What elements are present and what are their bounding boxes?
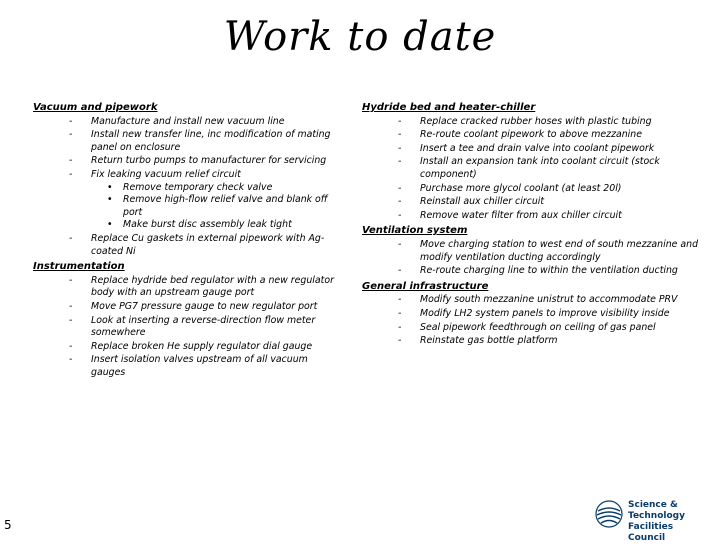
item-text: Fix leaking vacuum relief circuit — [91, 168, 241, 180]
item-text: Insert a tee and drain valve into coolant pipework — [420, 142, 655, 154]
list-item — [362, 143, 702, 156]
section-heading: General infrastructure — [362, 280, 489, 292]
bullet-dash: - — [69, 168, 73, 180]
item-text: Replace Cu gaskets in external pipework with Ag-coated Ni — [91, 232, 325, 257]
bullet-dash: - — [398, 321, 402, 333]
list-item — [33, 341, 343, 354]
list-item — [362, 196, 702, 209]
item-text: Modify LH2 system panels to improve visibility inside — [420, 307, 670, 319]
item-text: Manufacture and install new vacuum line — [91, 115, 285, 127]
page-title: Work to date — [223, 14, 497, 60]
list-item — [33, 354, 343, 379]
section-heading: Ventilation system — [362, 225, 468, 237]
bullet-dash: - — [398, 209, 402, 221]
list-item — [33, 275, 343, 300]
bullet-dash: - — [69, 129, 73, 141]
item-text: Modify south mezzanine unistrut to accommodate PRV — [420, 294, 678, 306]
item-text: Seal pipework feedthrough on ceiling of gas panel — [420, 321, 656, 333]
list-item — [33, 315, 343, 340]
logo-line-2: Facilities Council — [628, 522, 674, 543]
bullet-dash: - — [69, 314, 73, 326]
bullet-dash: - — [398, 294, 402, 306]
sub-list-item — [33, 194, 343, 219]
bullet-dash: - — [398, 265, 402, 277]
item-text: Reinstate gas bottle platform — [420, 335, 558, 347]
sub-item-text: Remove high-flow relief valve and blank off port — [123, 194, 328, 218]
bullet-list — [362, 294, 702, 347]
bullet-dash: - — [69, 354, 73, 366]
bullet-dash: - — [398, 115, 402, 127]
stfc-logo — [594, 497, 706, 543]
item-text: Move PG7 pressure gauge to new regulator port — [91, 300, 318, 312]
list-item — [362, 129, 702, 142]
list-item — [33, 129, 343, 154]
item-text: Install new transfer line, inc modification of mating panel on enclosure — [91, 129, 331, 153]
bullet-dash: - — [398, 129, 402, 141]
bullet-list — [33, 116, 343, 259]
page-number: 5 — [4, 518, 12, 532]
list-item — [362, 322, 702, 335]
bullet-dash: - — [398, 182, 402, 194]
item-text: Remove water filter from aux chiller circuit — [420, 209, 622, 221]
list-item — [362, 308, 702, 321]
bullet-dash: - — [398, 196, 402, 208]
list-item — [362, 294, 702, 307]
bullet-list — [362, 239, 702, 278]
item-text: Look at inserting a reverse-direction flow meter somewhere — [91, 314, 316, 339]
bullet-dash: - — [69, 300, 73, 312]
list-item — [33, 116, 343, 129]
item-text: Insert isolation valves upstream of all vacuum gauges — [91, 354, 308, 378]
bullet-dash: - — [69, 115, 73, 127]
bullet-dot: • — [107, 219, 113, 231]
bullet-list — [33, 275, 343, 380]
list-item — [362, 265, 702, 278]
item-text: Reinstall aux chiller circuit — [420, 196, 545, 208]
section-heading: Hydride bed and heater-chiller — [362, 102, 536, 113]
bullet-dot: • — [107, 181, 113, 193]
bullet-dash: - — [398, 156, 402, 168]
right-column — [362, 100, 702, 348]
item-text: Purchase more glycol coolant (at least 20l) — [420, 182, 622, 194]
list-item — [33, 301, 343, 314]
sub-item-text: Make burst disc assembly leak tight — [123, 219, 292, 231]
item-text: Return turbo pumps to manufacturer for servicing — [91, 155, 327, 167]
list-item — [362, 210, 702, 223]
list-item — [362, 156, 702, 181]
item-text: Re-route coolant pipework to above mezzanine — [420, 129, 642, 141]
sub-list-item — [33, 219, 343, 232]
logo-line-1: Science & Technology — [628, 500, 685, 521]
list-item — [362, 183, 702, 196]
stfc-logo-icon — [594, 499, 624, 529]
item-text: Install an expansion tank into coolant circuit (stock component) — [420, 156, 660, 180]
bullet-dash: - — [398, 307, 402, 319]
item-text: Replace cracked rubber hoses with plastic tubing — [420, 115, 652, 127]
item-text: Move charging station to west end of south mezzanine and modify ventilation ducting accordingly — [420, 238, 699, 263]
list-item — [362, 116, 702, 129]
bullet-list — [362, 116, 702, 223]
bullet-dash: - — [69, 340, 73, 352]
item-text: Replace hydride bed regulator with a new regulator body with an upstream gauge port — [91, 274, 334, 299]
left-column — [33, 100, 343, 379]
item-text: Re-route charging line to within the ventilation ducting — [420, 265, 678, 277]
section-heading: Instrumentation — [33, 261, 125, 273]
list-item — [362, 335, 702, 348]
list-item — [33, 169, 343, 182]
bullet-dash: - — [69, 274, 73, 286]
bullet-dash: - — [398, 142, 402, 154]
bullet-dash: - — [69, 232, 73, 244]
list-item — [33, 233, 343, 258]
sub-list-item — [33, 182, 343, 195]
bullet-dash: - — [398, 238, 402, 250]
sub-item-text: Remove temporary check valve — [123, 181, 273, 193]
bullet-dot: • — [107, 194, 113, 206]
list-item — [362, 239, 702, 264]
list-item — [33, 155, 343, 168]
section-heading: Vacuum and pipework — [33, 102, 158, 113]
bullet-dash: - — [398, 335, 402, 347]
item-text: Replace broken He supply regulator dial gauge — [91, 340, 313, 352]
bullet-dash: - — [69, 155, 73, 167]
